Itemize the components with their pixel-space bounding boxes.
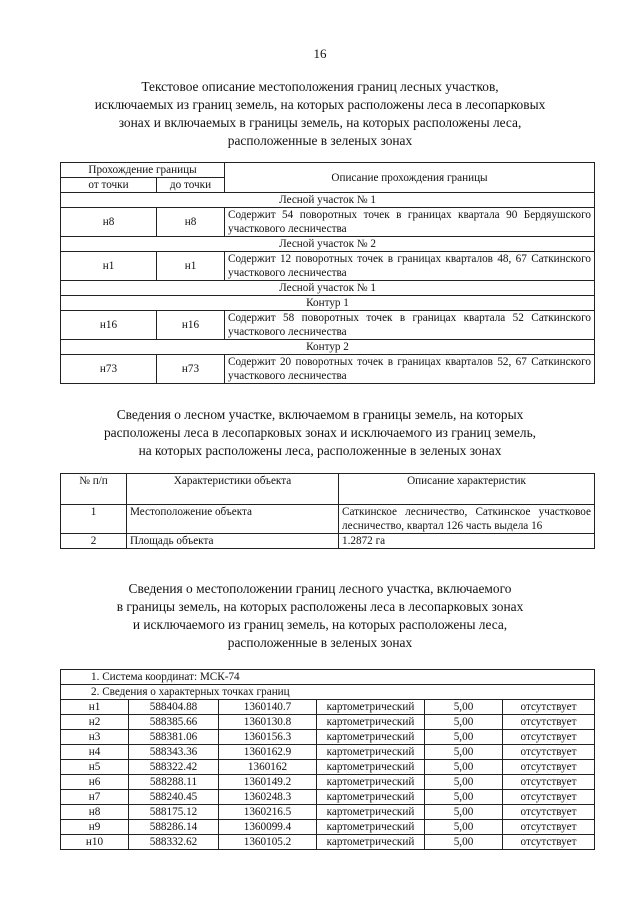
point-name: н3	[61, 730, 129, 745]
table-row	[61, 208, 595, 237]
method: картометрический	[317, 835, 425, 850]
y-coordinate: 1360162.9	[219, 745, 317, 760]
point-name: н8	[61, 805, 129, 820]
header-pass: Прохождение границы	[61, 163, 225, 178]
row-number: 1	[61, 505, 127, 534]
row-number: 2	[61, 534, 127, 549]
accuracy: 5,00	[425, 805, 503, 820]
coordinate-system: 1. Система координат: МСК-74	[61, 670, 595, 685]
heading-forest-plot-info	[50, 406, 590, 460]
fixing-description: отсутствует	[503, 745, 595, 760]
coordinate-system-row	[61, 670, 595, 685]
table-row	[61, 730, 595, 745]
accuracy: 5,00	[425, 745, 503, 760]
from-point: н8	[61, 208, 157, 237]
y-coordinate: 1360156.3	[219, 730, 317, 745]
x-coordinate: 588175.12	[129, 805, 219, 820]
point-name: н6	[61, 775, 129, 790]
heading-boundaries-description	[50, 78, 590, 150]
to-point: н73	[157, 355, 225, 384]
from-point: н16	[61, 311, 157, 340]
method: картометрический	[317, 760, 425, 775]
header-to-point: до точки	[157, 178, 225, 193]
table-row	[61, 534, 595, 549]
y-coordinate: 1360099.4	[219, 820, 317, 835]
table-row	[61, 311, 595, 340]
to-point: н1	[157, 252, 225, 281]
from-point: н1	[61, 252, 157, 281]
point-name: н5	[61, 760, 129, 775]
point-name: н4	[61, 745, 129, 760]
fixing-description: отсутствует	[503, 805, 595, 820]
coordinate-rows	[61, 700, 595, 850]
header-characteristics: Характеристики объекта	[127, 474, 339, 505]
section-title: Контур 2	[61, 340, 595, 355]
point-name: н1	[61, 700, 129, 715]
boundary-description: Содержит 58 поворотных точек в границах квартала 52 Саткинского участкового лесничества	[225, 311, 595, 340]
characteristic-name: Местоположение объекта	[127, 505, 339, 534]
heading-plot-boundaries	[50, 580, 590, 652]
fixing-description: отсутствует	[503, 760, 595, 775]
heading-line: на которых расположены леса, расположенные в зеленых зонах	[138, 443, 502, 458]
x-coordinate: 588322.42	[129, 760, 219, 775]
object-characteristics-table	[60, 473, 595, 549]
section-subtitle-row	[61, 296, 595, 311]
table-row	[61, 775, 595, 790]
to-point: н8	[157, 208, 225, 237]
y-coordinate: 1360130.8	[219, 715, 317, 730]
table-row	[61, 252, 595, 281]
section-title-row	[61, 193, 595, 208]
coordinates-table	[60, 669, 595, 850]
characteristic-name: Площадь объекта	[127, 534, 339, 549]
table-row	[61, 700, 595, 715]
section-title: Лесной участок № 2	[61, 237, 595, 252]
x-coordinate: 588343.36	[129, 745, 219, 760]
heading-line: в границы земель, на которых расположены леса в лесопарковых зонах	[116, 599, 524, 614]
header-from-point: от точки	[61, 178, 157, 193]
y-coordinate: 1360162	[219, 760, 317, 775]
header-description: Описание прохождения границы	[225, 163, 595, 193]
table-row	[61, 505, 595, 534]
section-subtitle: Контур 1	[61, 296, 595, 311]
from-point: н73	[61, 355, 157, 384]
x-coordinate: 588286.14	[129, 820, 219, 835]
method: картометрический	[317, 700, 425, 715]
heading-line: расположенные в зеленых зонах	[227, 635, 413, 650]
x-coordinate: 588381.06	[129, 730, 219, 745]
table-row	[61, 355, 595, 384]
table-row	[61, 715, 595, 730]
accuracy: 5,00	[425, 715, 503, 730]
fixing-description: отсутствует	[503, 700, 595, 715]
accuracy: 5,00	[425, 730, 503, 745]
section-title: Лесной участок № 1	[61, 281, 595, 296]
method: картометрический	[317, 730, 425, 745]
point-name: н2	[61, 715, 129, 730]
table-row	[61, 835, 595, 850]
points-title: 2. Сведения о характерных точках границ	[61, 685, 595, 700]
x-coordinate: 588288.11	[129, 775, 219, 790]
fixing-description: отсутствует	[503, 775, 595, 790]
point-name: н7	[61, 790, 129, 805]
x-coordinate: 588240.45	[129, 790, 219, 805]
points-title-row	[61, 685, 595, 700]
heading-line: Сведения о местоположении границ лесного участка, включаемого	[128, 581, 512, 596]
heading-line: и исключаемого из границ земель, на которых расположены леса,	[132, 617, 508, 632]
accuracy: 5,00	[425, 790, 503, 805]
method: картометрический	[317, 745, 425, 760]
x-coordinate: 588404.88	[129, 700, 219, 715]
point-name: н9	[61, 820, 129, 835]
y-coordinate: 1360216.5	[219, 805, 317, 820]
boundary-description: Содержит 54 поворотных точек в границах квартала 90 Бердяушского участкового лесничества	[225, 208, 595, 237]
y-coordinate: 1360248.3	[219, 790, 317, 805]
fixing-description: отсутствует	[503, 730, 595, 745]
heading-line: зонах и включаемых в границы земель, на которых расположены леса,	[118, 115, 522, 130]
x-coordinate: 588332.62	[129, 835, 219, 850]
to-point: н16	[157, 311, 225, 340]
table-row	[61, 805, 595, 820]
boundary-description-table	[60, 162, 595, 384]
method: картометрический	[317, 790, 425, 805]
accuracy: 5,00	[425, 820, 503, 835]
table-header-row	[61, 474, 595, 505]
fixing-description: отсутствует	[503, 835, 595, 850]
heading-line: расположенные в зеленых зонах	[227, 133, 413, 148]
y-coordinate: 1360149.2	[219, 775, 317, 790]
heading-line: исключаемых из границ земель, на которых расположены леса в лесопарковых	[94, 97, 546, 112]
boundary-description: Содержит 20 поворотных точек в границах кварталов 52, 67 Саткинского участкового лесничества	[225, 355, 595, 384]
table-row	[61, 820, 595, 835]
y-coordinate: 1360140.7	[219, 700, 317, 715]
header-number: № п/п	[61, 474, 127, 505]
table-row	[61, 790, 595, 805]
boundary-description: Содержит 12 поворотных точек в границах кварталов 48, 67 Саткинского участкового лесничества	[225, 252, 595, 281]
fixing-description: отсутствует	[503, 715, 595, 730]
header-description: Описание характеристик	[339, 474, 595, 505]
table-row	[61, 760, 595, 775]
table-row	[61, 745, 595, 760]
method: картометрический	[317, 715, 425, 730]
method: картометрический	[317, 820, 425, 835]
accuracy: 5,00	[425, 700, 503, 715]
section-title-row	[61, 237, 595, 252]
heading-line: расположены леса в лесопарковых зонах и исключаемого из границ земель,	[103, 425, 537, 440]
accuracy: 5,00	[425, 775, 503, 790]
characteristic-description: 1.2872 га	[339, 534, 595, 549]
characteristic-description: Саткинское лесничество, Саткинское участковое лесничество, квартал 126 часть выдела 16	[339, 505, 595, 534]
heading-line: Сведения о лесном участке, включаемом в границы земель, на которых	[116, 407, 524, 422]
method: картометрический	[317, 805, 425, 820]
method: картометрический	[317, 775, 425, 790]
page-number: 16	[313, 46, 327, 61]
accuracy: 5,00	[425, 835, 503, 850]
section-title-row	[61, 340, 595, 355]
section-title: Лесной участок № 1	[61, 193, 595, 208]
x-coordinate: 588385.66	[129, 715, 219, 730]
fixing-description: отсутствует	[503, 790, 595, 805]
point-name: н10	[61, 835, 129, 850]
fixing-description: отсутствует	[503, 820, 595, 835]
heading-line: Текстовое описание местоположения границ лесных участков,	[141, 79, 499, 94]
section-title-row	[61, 281, 595, 296]
accuracy: 5,00	[425, 760, 503, 775]
table-header-row	[61, 163, 595, 178]
y-coordinate: 1360105.2	[219, 835, 317, 850]
